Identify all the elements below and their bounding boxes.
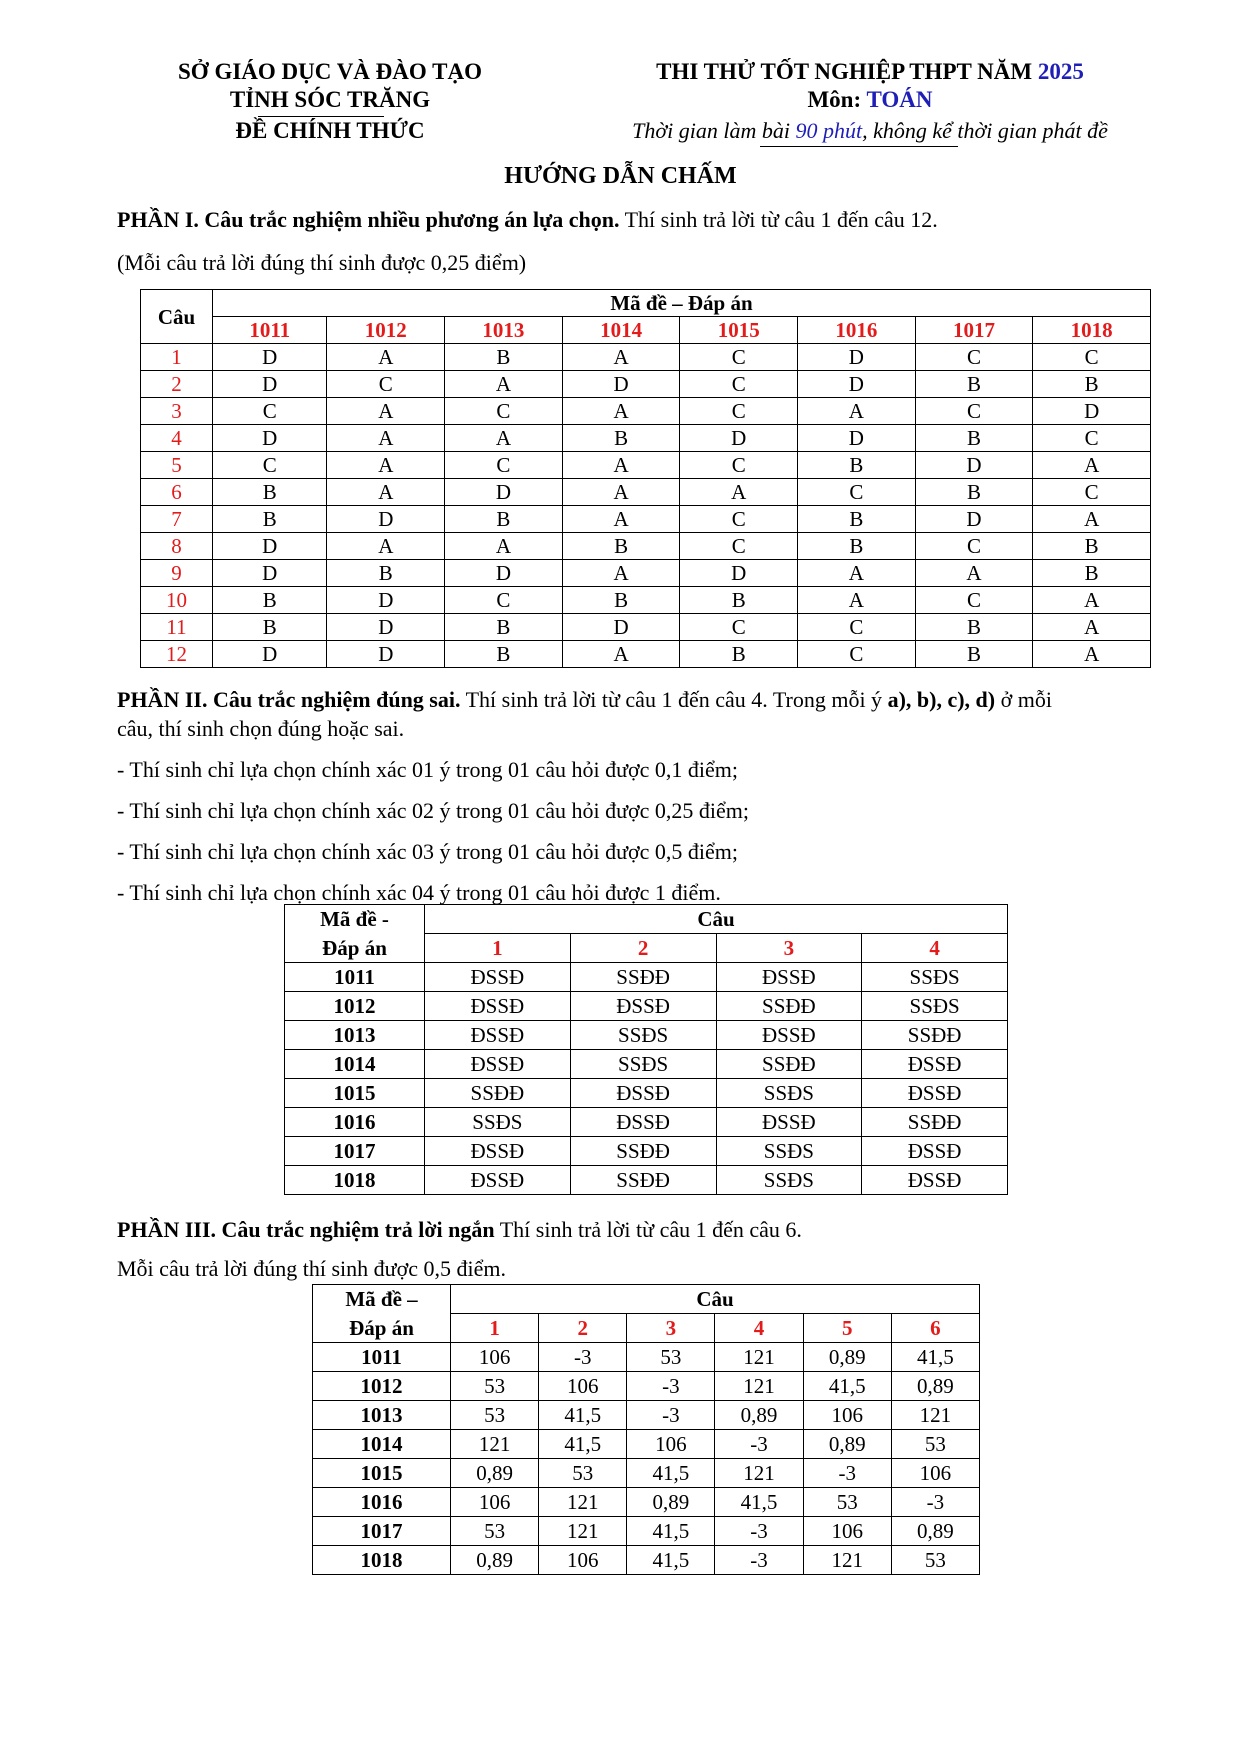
answer-cell: B [915, 371, 1033, 398]
answer-cell: SSĐĐ [570, 1137, 716, 1166]
answer-cell: SSĐĐ [716, 992, 862, 1021]
answer-cell: 53 [451, 1372, 539, 1401]
answer-cell: A [562, 398, 680, 425]
part2-rule-3: - Thí sinh chỉ lựa chọn chính xác 03 ý trong 01 câu hỏi được 0,5 điểm; [117, 839, 739, 864]
answer-cell: D [327, 614, 445, 641]
exam-code-header: 1014 [562, 317, 680, 344]
table-row [285, 1137, 1008, 1166]
exam-code: 1017 [285, 1137, 425, 1166]
exam-code: 1012 [313, 1372, 451, 1401]
answer-cell: B [915, 479, 1033, 506]
answer-cell: 41,5 [539, 1401, 627, 1430]
official-label: ĐỀ CHÍNH THỨC [235, 118, 425, 143]
question-number: 12 [141, 641, 213, 668]
answer-cell: D [213, 560, 327, 587]
answer-cell: C [680, 452, 798, 479]
exam-code: 1014 [313, 1430, 451, 1459]
answer-cell: A [445, 533, 563, 560]
answer-cell: 121 [539, 1517, 627, 1546]
answer-cell: B [915, 614, 1033, 641]
answer-cell: A [798, 398, 916, 425]
answer-cell: B [562, 587, 680, 614]
answer-cell: -3 [627, 1401, 715, 1430]
answer-cell: B [915, 641, 1033, 668]
table-row [141, 398, 1151, 425]
answer-cell: SSĐS [862, 963, 1008, 992]
exam-code-header: 1011 [213, 317, 327, 344]
subject-value: TOÁN [866, 87, 933, 112]
answer-cell: ĐSSĐ [716, 1108, 862, 1137]
exam-code-header: 1017 [915, 317, 1033, 344]
question-header: 3 [716, 934, 862, 963]
answer-cell: A [798, 587, 916, 614]
answer-cell: SSĐĐ [862, 1021, 1008, 1050]
answer-cell: D [562, 371, 680, 398]
part2-desc-items: a), b), c), d) [887, 687, 996, 712]
exam-year: 2025 [1037, 59, 1084, 84]
answer-cell: C [915, 587, 1033, 614]
answer-cell: 106 [803, 1401, 891, 1430]
answer-cell: SSĐĐ [570, 1166, 716, 1195]
answer-cell: SSĐS [716, 1079, 862, 1108]
answer-cell: C [915, 533, 1033, 560]
answer-cell: SSĐS [716, 1166, 862, 1195]
part3-corner-top: Mã đề – [313, 1285, 451, 1314]
answer-cell: 53 [891, 1430, 979, 1459]
answer-cell: 121 [715, 1459, 803, 1488]
part3-table [312, 1284, 980, 1575]
table-row [285, 1108, 1008, 1137]
subject-label: Môn: [807, 87, 867, 112]
table-row [313, 1343, 980, 1372]
question-header: 1 [425, 934, 571, 963]
answer-cell: C [915, 344, 1033, 371]
answer-cell: D [213, 533, 327, 560]
answer-cell: A [327, 452, 445, 479]
answer-cell: B [798, 452, 916, 479]
question-number: 2 [141, 371, 213, 398]
table-row [285, 963, 1008, 992]
answer-cell: 106 [451, 1343, 539, 1372]
part1-row-header: Câu [141, 290, 213, 344]
answer-cell: A [680, 479, 798, 506]
question-header: 2 [539, 1314, 627, 1343]
part1-heading-line [117, 206, 938, 234]
answer-cell: 106 [539, 1372, 627, 1401]
question-number: 7 [141, 506, 213, 533]
answer-cell: B [1033, 560, 1151, 587]
answer-cell: -3 [803, 1459, 891, 1488]
answer-cell: ĐSSĐ [862, 1079, 1008, 1108]
answer-cell: ĐSSĐ [570, 1079, 716, 1108]
answer-cell: 0,89 [891, 1517, 979, 1546]
answer-cell: 41,5 [627, 1546, 715, 1575]
question-header: 2 [570, 934, 716, 963]
answer-cell: C [1033, 344, 1151, 371]
answer-cell: C [798, 641, 916, 668]
answer-cell: ĐSSĐ [716, 1021, 862, 1050]
answer-cell: -3 [539, 1343, 627, 1372]
answer-cell: D [327, 641, 445, 668]
answer-cell: B [327, 560, 445, 587]
answer-cell: D [562, 614, 680, 641]
exam-code: 1018 [285, 1166, 425, 1195]
part2-rule-2: - Thí sinh chỉ lựa chọn chính xác 02 ý trong 01 câu hỏi được 0,25 điểm; [117, 798, 750, 823]
answer-cell: C [680, 398, 798, 425]
question-number: 10 [141, 587, 213, 614]
table-row [141, 560, 1151, 587]
answer-cell: A [798, 560, 916, 587]
answer-cell: 0,89 [451, 1546, 539, 1575]
table-row [313, 1372, 980, 1401]
answer-cell: C [445, 398, 563, 425]
answer-cell: ĐSSĐ [716, 963, 862, 992]
answer-cell: A [327, 533, 445, 560]
answer-cell: D [1033, 398, 1151, 425]
part2-table [284, 904, 1008, 1195]
answer-cell: SSĐS [425, 1108, 571, 1137]
answer-cell: 0,89 [715, 1401, 803, 1430]
answer-cell: 106 [451, 1488, 539, 1517]
answer-cell: SSĐS [716, 1137, 862, 1166]
answer-cell: 106 [803, 1517, 891, 1546]
exam-code: 1012 [285, 992, 425, 1021]
department-name: SỞ GIÁO DỤC VÀ ĐÀO TẠO [178, 59, 482, 84]
answer-cell: 0,89 [891, 1372, 979, 1401]
answer-cell: C [1033, 425, 1151, 452]
table-row [141, 344, 1151, 371]
answer-cell: SSĐS [570, 1050, 716, 1079]
answer-cell: 41,5 [627, 1459, 715, 1488]
question-number: 11 [141, 614, 213, 641]
part2-rule-1: - Thí sinh chỉ lựa chọn chính xác 01 ý trong 01 câu hỏi được 0,1 điểm; [117, 757, 739, 782]
subject-line [610, 86, 1130, 114]
answer-cell: A [327, 425, 445, 452]
exam-code: 1015 [285, 1079, 425, 1108]
exam-code-header: 1013 [445, 317, 563, 344]
table-row [313, 1517, 980, 1546]
answer-cell: SSĐĐ [570, 963, 716, 992]
answer-cell: B [562, 533, 680, 560]
answer-cell: 121 [451, 1430, 539, 1459]
answer-cell: 106 [891, 1459, 979, 1488]
answer-cell: D [680, 560, 798, 587]
exam-code: 1011 [285, 963, 425, 992]
table-row [285, 1166, 1008, 1195]
question-number: 8 [141, 533, 213, 560]
answer-cell: 41,5 [891, 1343, 979, 1372]
exam-code-header: 1015 [680, 317, 798, 344]
answer-cell: B [445, 641, 563, 668]
answer-cell: C [213, 398, 327, 425]
answer-cell: A [562, 560, 680, 587]
answer-cell: 121 [715, 1343, 803, 1372]
question-number: 3 [141, 398, 213, 425]
answer-cell: B [213, 479, 327, 506]
exam-code: 1017 [313, 1517, 451, 1546]
answer-cell: B [445, 344, 563, 371]
header-left [130, 58, 530, 145]
table-row [141, 587, 1151, 614]
answer-cell: 53 [539, 1459, 627, 1488]
answer-cell: C [798, 614, 916, 641]
part3-corner-bottom: Đáp án [313, 1314, 451, 1343]
exam-code: 1016 [313, 1488, 451, 1517]
answer-cell: -3 [715, 1430, 803, 1459]
answer-cell: A [1033, 641, 1151, 668]
answer-cell: A [915, 560, 1033, 587]
answer-cell: B [213, 614, 327, 641]
answer-cell: ĐSSĐ [425, 1050, 571, 1079]
province-name: TỈNH SÓC TRĂNG [229, 87, 431, 112]
question-number: 5 [141, 452, 213, 479]
question-header: 1 [451, 1314, 539, 1343]
answer-cell: B [213, 587, 327, 614]
answer-cell: A [327, 479, 445, 506]
answer-cell: B [680, 641, 798, 668]
table-row [141, 614, 1151, 641]
part2-corner-bottom: Đáp án [285, 934, 425, 963]
answer-cell: C [680, 533, 798, 560]
header-right [610, 58, 1130, 114]
answer-cell: 53 [803, 1488, 891, 1517]
answer-cell: 41,5 [715, 1488, 803, 1517]
header-right-underline [760, 146, 958, 147]
table-row [285, 1079, 1008, 1108]
answer-cell: D [915, 506, 1033, 533]
answer-cell: ĐSSĐ [570, 992, 716, 1021]
answer-cell: A [445, 371, 563, 398]
answer-cell: C [680, 506, 798, 533]
answer-cell: B [1033, 533, 1151, 560]
answer-cell: D [213, 425, 327, 452]
answer-cell: D [798, 344, 916, 371]
table-row [313, 1459, 980, 1488]
question-header: 4 [715, 1314, 803, 1343]
answer-cell: C [445, 587, 563, 614]
answer-cell: SSĐS [570, 1021, 716, 1050]
table-row [313, 1401, 980, 1430]
part2-rule-4: - Thí sinh chỉ lựa chọn chính xác 04 ý trong 01 câu hỏi được 1 điểm. [117, 880, 721, 905]
question-number: 6 [141, 479, 213, 506]
answer-cell: C [680, 344, 798, 371]
answer-cell: SSĐĐ [716, 1050, 862, 1079]
answer-cell: B [445, 506, 563, 533]
answer-cell: 53 [451, 1401, 539, 1430]
question-header: 3 [627, 1314, 715, 1343]
part3-note: Mỗi câu trả lời đúng thí sinh được 0,5 điểm. [117, 1256, 506, 1281]
part1-table [140, 289, 1151, 668]
exam-code-header: 1016 [798, 317, 916, 344]
answer-cell: C [680, 614, 798, 641]
part2-desc-line2: câu, thí sinh chọn đúng hoặc sai. [117, 716, 405, 741]
table-row [141, 371, 1151, 398]
table-row [313, 1430, 980, 1459]
table-row [313, 1488, 980, 1517]
table-row [313, 1546, 980, 1575]
exam-code: 1015 [313, 1459, 451, 1488]
answer-cell: A [1033, 587, 1151, 614]
answer-cell: 121 [891, 1401, 979, 1430]
answer-cell: C [915, 398, 1033, 425]
table-row [285, 992, 1008, 1021]
answer-cell: D [213, 344, 327, 371]
table-row [141, 641, 1151, 668]
part1-group-header: Mã đề – Đáp án [213, 290, 1151, 317]
part2-corner-top: Mã đề - [285, 905, 425, 934]
answer-cell: -3 [891, 1488, 979, 1517]
answer-cell: C [798, 479, 916, 506]
question-number: 9 [141, 560, 213, 587]
part2-desc-end: ở mỗi [995, 687, 1052, 712]
part2-heading-line [117, 686, 1052, 714]
answer-cell: A [445, 425, 563, 452]
exam-code: 1016 [285, 1108, 425, 1137]
answer-cell: 41,5 [803, 1372, 891, 1401]
exam-title [610, 58, 1130, 86]
answer-cell: 53 [451, 1517, 539, 1546]
answer-cell: 41,5 [539, 1430, 627, 1459]
answer-cell: B [213, 506, 327, 533]
exam-code: 1013 [285, 1021, 425, 1050]
answer-cell: ĐSSĐ [862, 1050, 1008, 1079]
answer-cell: ĐSSĐ [425, 992, 571, 1021]
table-row [141, 425, 1151, 452]
answer-cell: SSĐS [862, 992, 1008, 1021]
answer-cell: D [445, 479, 563, 506]
question-header: 4 [862, 934, 1008, 963]
answer-cell: D [327, 587, 445, 614]
answer-cell: D [213, 371, 327, 398]
exam-code: 1018 [313, 1546, 451, 1575]
part2-heading: PHẦN II. Câu trắc nghiệm đúng sai. [117, 687, 461, 712]
part2-desc: Thí sinh trả lời từ câu 1 đến câu 4. Trong mỗi ý [460, 687, 888, 712]
answer-cell: A [562, 344, 680, 371]
exam-code: 1014 [285, 1050, 425, 1079]
answer-cell: D [798, 371, 916, 398]
table-row [141, 533, 1151, 560]
question-number: 1 [141, 344, 213, 371]
part1-heading: PHẦN I. Câu trắc nghiệm nhiều phương án lựa chọn. [117, 207, 620, 232]
part3-desc: Thí sinh trả lời từ câu 1 đến câu 6. [494, 1217, 802, 1242]
time-suffix: , không kể thời gian phát đề [862, 118, 1108, 143]
table-row [285, 1050, 1008, 1079]
doc-title: HƯỚNG DẪN CHẤM [504, 163, 737, 189]
answer-cell: 41,5 [627, 1517, 715, 1546]
answer-cell: SSĐĐ [862, 1108, 1008, 1137]
time-value: 90 phút [795, 118, 863, 143]
answer-cell: ĐSSĐ [425, 1166, 571, 1195]
answer-cell: A [327, 344, 445, 371]
part1-note: (Mỗi câu trả lời đúng thí sinh được 0,25 điểm) [117, 250, 527, 275]
answer-cell: A [1033, 452, 1151, 479]
answer-cell: A [1033, 614, 1151, 641]
answer-cell: 106 [627, 1430, 715, 1459]
answer-cell: B [562, 425, 680, 452]
answer-cell: C [327, 371, 445, 398]
answer-cell: A [562, 452, 680, 479]
answer-cell: 0,89 [451, 1459, 539, 1488]
exam-code-header: 1018 [1033, 317, 1151, 344]
answer-cell: B [680, 587, 798, 614]
exam-code: 1013 [313, 1401, 451, 1430]
answer-cell: D [798, 425, 916, 452]
table-row [141, 452, 1151, 479]
answer-cell: B [1033, 371, 1151, 398]
answer-cell: -3 [627, 1372, 715, 1401]
answer-cell: ĐSSĐ [570, 1108, 716, 1137]
answer-cell: SSĐĐ [425, 1079, 571, 1108]
question-header: 5 [803, 1314, 891, 1343]
question-header: 6 [891, 1314, 979, 1343]
answer-cell: A [1033, 506, 1151, 533]
time-prefix: Thời gian làm bài [632, 118, 796, 143]
answer-cell: 0,89 [803, 1343, 891, 1372]
question-number: 4 [141, 425, 213, 452]
exam-code-header: 1012 [327, 317, 445, 344]
answer-cell: C [445, 452, 563, 479]
answer-cell: A [327, 398, 445, 425]
answer-cell: A [562, 641, 680, 668]
answer-cell: C [1033, 479, 1151, 506]
answer-cell: A [562, 506, 680, 533]
answer-cell: C [680, 371, 798, 398]
answer-cell: 0,89 [627, 1488, 715, 1517]
answer-cell: ĐSSĐ [862, 1166, 1008, 1195]
answer-cell: ĐSSĐ [862, 1137, 1008, 1166]
answer-cell: 121 [539, 1488, 627, 1517]
answer-cell: D [327, 506, 445, 533]
answer-cell: B [915, 425, 1033, 452]
table-row [141, 479, 1151, 506]
answer-cell: B [445, 614, 563, 641]
answer-cell: 121 [715, 1372, 803, 1401]
part2-group-header: Câu [425, 905, 1008, 934]
table-row [141, 506, 1151, 533]
time-line [590, 118, 1150, 144]
table-row [285, 1021, 1008, 1050]
answer-cell: 106 [539, 1546, 627, 1575]
answer-cell: D [445, 560, 563, 587]
header-left-underline [258, 116, 384, 117]
part1-desc: Thí sinh trả lời từ câu 1 đến câu 12. [619, 207, 938, 232]
answer-cell: -3 [715, 1546, 803, 1575]
exam-title-text: THI THỬ TỐT NGHIỆP THPT NĂM [656, 59, 1038, 84]
answer-cell: ĐSSĐ [425, 963, 571, 992]
exam-code: 1011 [313, 1343, 451, 1372]
answer-cell: B [798, 533, 916, 560]
answer-cell: D [915, 452, 1033, 479]
part3-heading-line [117, 1216, 802, 1244]
answer-cell: B [798, 506, 916, 533]
answer-cell: A [562, 479, 680, 506]
answer-cell: D [680, 425, 798, 452]
answer-cell: C [213, 452, 327, 479]
part3-heading: PHẦN III. Câu trắc nghiệm trả lời ngắn [117, 1217, 495, 1242]
answer-cell: ĐSSĐ [425, 1137, 571, 1166]
answer-cell: 121 [803, 1546, 891, 1575]
answer-cell: 53 [891, 1546, 979, 1575]
answer-cell: D [213, 641, 327, 668]
answer-cell: -3 [715, 1517, 803, 1546]
answer-cell: 53 [627, 1343, 715, 1372]
part3-group-header: Câu [451, 1285, 980, 1314]
answer-cell: 0,89 [803, 1430, 891, 1459]
answer-cell: ĐSSĐ [425, 1021, 571, 1050]
